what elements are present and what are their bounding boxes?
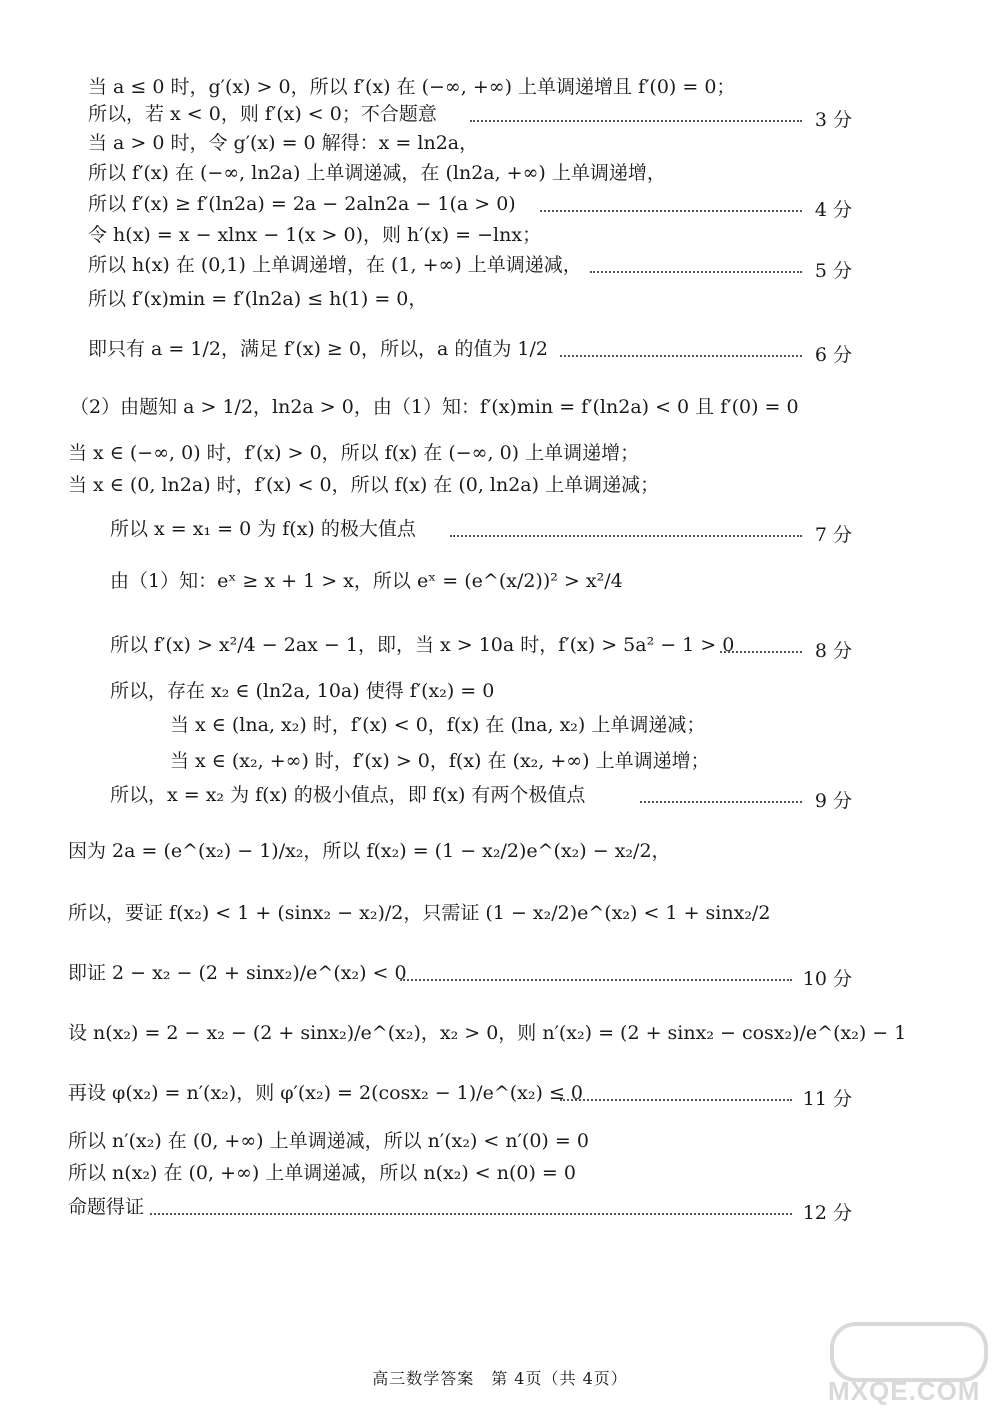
dot-leader-22	[400, 979, 792, 981]
score-24: 11 分	[802, 1088, 852, 1110]
line-23-text: 设 n(x₂) = 2 − x₂ − (2 + sinx₂)/e^(x₂)，x₂ > 0，则 n′(x₂) = (2 + sinx₂ − cosx₂)/e^(x₂) − 1	[68, 1022, 907, 1044]
score-15: 8 分	[814, 640, 852, 662]
watermark-badge-icon	[830, 1322, 988, 1382]
score-2: 3 分	[814, 109, 852, 131]
line-27	[68, 1198, 144, 1217]
score-9: 6 分	[814, 344, 852, 366]
line-4-text: 所以 f′(x) 在 (−∞, ln2a) 上单调递减，在 (ln2a, +∞) 上单调递增，	[88, 162, 666, 184]
score-5: 4 分	[814, 199, 852, 221]
line-12-text: 当 x ∈ (0, ln2a) 时，f′(x) < 0，所以 f(x) 在 (0, ln2a) 上单调递减；	[68, 474, 660, 496]
line-14	[110, 572, 623, 591]
score-27: 12 分	[802, 1202, 852, 1224]
line-17	[170, 716, 705, 735]
line-13	[110, 520, 416, 539]
line-6-text: 令 h(x) = x − xlnx − 1(x > 0)，则 h′(x) = −lnx；	[88, 224, 542, 246]
line-1	[88, 78, 735, 97]
line-10-text: （2）由题知 a > 1/2，ln2a > 0，由（1）知：f′(x)min = f′(ln2a) < 0 且 f′(0) = 0	[70, 396, 799, 418]
line-13-text: 所以 x = x₁ = 0 为 f(x) 的极大值点	[110, 518, 416, 540]
line-9	[88, 340, 548, 359]
line-7	[88, 256, 582, 275]
dot-leader-13	[450, 535, 802, 537]
line-26-text: 所以 n(x₂) 在 (0, +∞) 上单调递减，所以 n(x₂) < n(0) = 0	[68, 1162, 576, 1184]
line-27-text: 命题得证	[68, 1196, 145, 1218]
line-24	[68, 1084, 583, 1103]
line-7-text: 所以 h(x) 在 (0,1) 上单调递增，在 (1, +∞) 上单调递减，	[88, 254, 582, 276]
line-22	[68, 964, 407, 983]
score-22: 10 分	[802, 968, 852, 990]
dot-leader-2	[470, 120, 802, 122]
watermark-logo	[820, 1318, 990, 1408]
line-18	[170, 752, 710, 771]
line-16-text: 所以，存在 x₂ ∈ (ln2a, 10a) 使得 f′(x₂) = 0	[110, 680, 495, 702]
line-15-text: 所以 f′(x) > x²/4 − 2ax − 1，即，当 x > 10a 时，f′(x) > 5a² − 1 > 0	[110, 634, 735, 656]
line-20	[68, 842, 671, 861]
line-5	[88, 195, 516, 214]
line-5-text: 所以 f′(x) ≥ f′(ln2a) = 2a − 2aln2a − 1(a > 0)	[88, 193, 516, 215]
line-8	[88, 290, 427, 309]
line-25-text: 所以 n′(x₂) 在 (0, +∞) 上单调递减，所以 n′(x₂) < n′(0) = 0	[68, 1130, 589, 1152]
watermark-url: MXQE.COM	[828, 1376, 981, 1406]
line-24-text: 再设 φ(x₂) = n′(x₂)，则 φ′(x₂) = 2(cosx₂ − 1)/e^(x₂) ≤ 0	[68, 1082, 583, 1104]
line-2-text: 所以，若 x < 0，则 f′(x) < 0；不合题意	[88, 103, 437, 125]
line-11-text: 当 x ∈ (−∞, 0) 时，f′(x) > 0，所以 f(x) 在 (−∞, 0) 上单调递增；	[68, 442, 640, 464]
dot-leader-24	[560, 1099, 792, 1101]
line-16	[110, 682, 494, 701]
dot-leader-27	[150, 1213, 792, 1215]
dot-leader-5	[540, 210, 802, 212]
score-19: 9 分	[814, 790, 852, 812]
dot-leader-19	[640, 801, 802, 803]
line-21	[68, 904, 770, 923]
dot-leader-15	[720, 651, 802, 653]
line-19	[110, 786, 585, 805]
line-2	[88, 105, 437, 124]
line-23	[68, 1024, 906, 1043]
line-11	[68, 444, 639, 463]
score-7: 5 分	[814, 260, 852, 282]
line-20-text: 因为 2a = (e^(x₂) − 1)/x₂，所以 f(x₂) = (1 − x₂/2)e^(x₂) − x₂/2，	[68, 840, 671, 862]
page-footer: 高三数学答案 第 4页（共 4页）	[372, 1369, 628, 1388]
line-21-text: 所以，要证 f(x₂) < 1 + (sinx₂ − x₂)/2，只需证 (1 − x₂/2)e^(x₂) < 1 + sinx₂/2	[68, 902, 771, 924]
line-25	[68, 1132, 589, 1151]
score-13: 7 分	[814, 524, 852, 546]
dot-leader-9	[560, 355, 802, 357]
dot-leader-7	[590, 271, 802, 273]
line-14-text: 由（1）知：eˣ ≥ x + 1 > x，所以 eˣ = (e^(x/2))² > x²/4	[110, 570, 623, 592]
line-18-text: 当 x ∈ (x₂, +∞) 时，f′(x) > 0，f(x) 在 (x₂, +∞) 上单调递增；	[170, 750, 710, 772]
line-12	[68, 476, 659, 495]
line-4	[88, 164, 666, 183]
line-8-text: 所以 f′(x)min = f′(ln2a) ≤ h(1) = 0，	[88, 288, 428, 310]
line-22-text: 即证 2 − x₂ − (2 + sinx₂)/e^(x₂) < 0	[68, 962, 407, 984]
line-17-text: 当 x ∈ (lna, x₂) 时，f′(x) < 0，f(x) 在 (lna, x₂) 上单调递减；	[170, 714, 706, 736]
line-1-text: 当 a ≤ 0 时，g′(x) > 0，所以 f′(x) 在 (−∞, +∞) 上单调递增且 f′(0) = 0；	[88, 76, 736, 98]
line-9-text: 即只有 a = 1/2，满足 f′(x) ≥ 0，所以，a 的值为 1/2	[88, 338, 548, 360]
line-3	[88, 134, 478, 153]
line-10	[70, 398, 799, 417]
line-6	[88, 226, 541, 245]
line-3-text: 当 a > 0 时，令 g′(x) = 0 解得：x = ln2a，	[88, 132, 479, 154]
line-26	[68, 1164, 576, 1183]
line-15	[110, 636, 734, 655]
line-19-text: 所以，x = x₂ 为 f(x) 的极小值点，即 f(x) 有两个极值点	[110, 784, 586, 806]
